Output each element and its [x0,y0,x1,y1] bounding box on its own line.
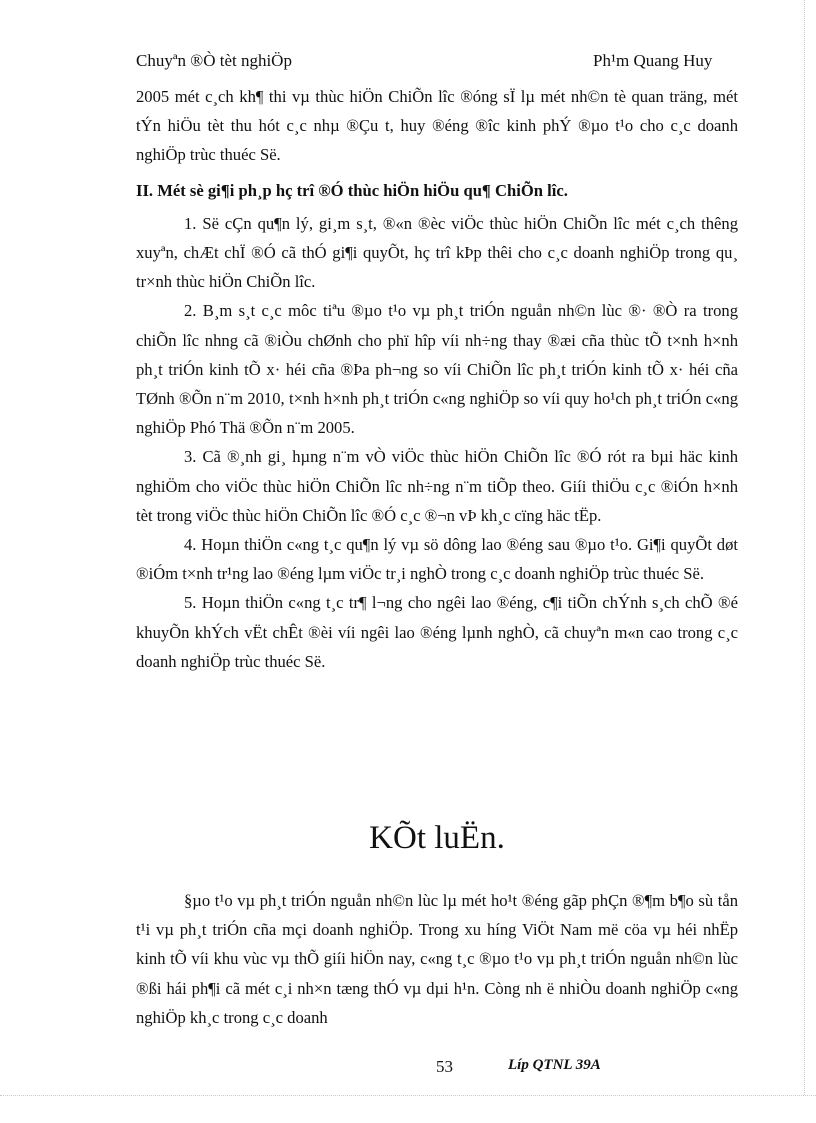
section-heading: II. Mét sè gi¶i ph¸p hç trî ®Ó thùc hiÖn hiÖu qu¶ ChiÕn lîc. [136,180,568,200]
conclusion-section [136,886,738,1032]
page-number: 53 [436,1057,453,1076]
intro-paragraph: 2005 mét c¸ch kh¶ thi vµ thùc hiÖn ChiÕn lîc ®óng sÏ lµ mét nh©n tè quan träng, mét tÝn hiÖu tèt thu hót c¸c nhµ ®Çu t, huy ®éng ®îc kinh phÝ ®µo t¹o cho c¸c doanh nghiÖp trùc thuéc Së. [136,87,738,165]
solution-item-1: 1. Së cÇn qu¶n lý, gi¸m s¸t, ®«n ®èc viÖc thùc hiÖn ChiÕn lîc mét c¸ch thêng xuyªn, chÆt chÏ ®Ó cã thÓ gi¶i quyÕt, hç trî kÞp thêi cho c¸c doanh nghiÖp trong qu¸ tr×nh thùc hiÖn ChiÕn lîc. [136,213,738,292]
conclusion-title: KÕt luËn. [369,820,505,856]
header-author: Ph¹m Quang Huy [593,51,713,70]
header-title: Chuyªn ®Ò tèt nghiÖp [136,51,292,70]
conclusion-paragraph: §µo t¹o vµ ph¸t triÓn nguån nh©n lùc lµ mét ho¹t ®éng gãp phÇn ®¶m b¶o sù tån t¹i vµ ph¸t triÓn cña mçi doanh nghiÖp. Trong xu híng ViÖt Nam më cöa vµ héi nhËp kinh tÕ víi khu vùc vµ thÕ giíi hiÖn nay, c«ng t¸c ®µo t¹o vµ ph¸t triÓn nguån nh©n lùc ®ßi hái ph¶i cã mét c¸i nh×n tæng thÓ vµ dµi h¹n. Còng nh ë nhiÒu doanh nghiÖp c«ng nghiÖp kh¸c trong c¸c doanh [136,891,738,1027]
solution-item-3: 3. Cã ®¸nh gi¸ hµng n¨m vÒ viÖc thùc hiÖn ChiÕn lîc ®Ó rót ra bµi häc kinh nghiÖm cho viÖc thùc hiÖn ChiÕn lîc nh÷ng n¨m tiÕp theo. Giíi thiÖu c¸c ®iÓn h×nh tèt trong viÖc thùc hiÖn ChiÕn lîc ®Ó c¸c ®¬n vÞ kh¸c cïng häc tËp. [136,447,738,525]
section-solutions [136,82,738,676]
page-border-right [804,0,805,1095]
class-label: Líp QTNL 39A [508,1057,601,1073]
solution-item-4: 4. Hoµn thiÖn c«ng t¸c qu¶n lý vµ sö dông lao ®éng sau ®µo t¹o. Gi¶i quyÕt døt ®iÓm t×nh tr¹ng lao ®éng lµm viÖc tr¸i nghÒ trong c¸c doanh nghiÖp trùc thuéc Së. [136,535,738,584]
solution-item-2: 2. B¸m s¸t c¸c môc tiªu ®µo t¹o vµ ph¸t triÓn nguån nh©n lùc ®· ®Ò ra trong chiÕn lîc nhng cã ®iÒu chØnh cho phï hîp víi nh÷ng thay ®æi cña thùc tÕ t×nh h×nh ph¸t triÓn kinh tÕ x· héi cña ®Þa ph¬ng so víi ChiÕn lîc ph¸t triÓn kinh tÕ x· héi cña TØnh ®Õn n¨m 2010, t×nh h×nh ph¸t triÓn c«ng nghiÖp so víi quy ho¹ch ph¸t triÓn c«ng nghiÖp Phó Thä ®Õn n¨m 2005. [136,301,738,438]
solution-item-5: 5. Hoµn thiÖn c«ng t¸c tr¶ l¬ng cho ngêi lao ®éng, c¶i tiÕn chÝnh s¸ch chÕ ®é khuyÕn khÝch vËt chÊt ®èi víi ngêi lao ®éng lµnh nghÒ, cã chuyªn m«n cao trong c¸c doanh nghiÖp trùc thuéc Së. [136,593,738,671]
page-footer [0,1057,816,1081]
page-border-bottom [0,1095,816,1096]
